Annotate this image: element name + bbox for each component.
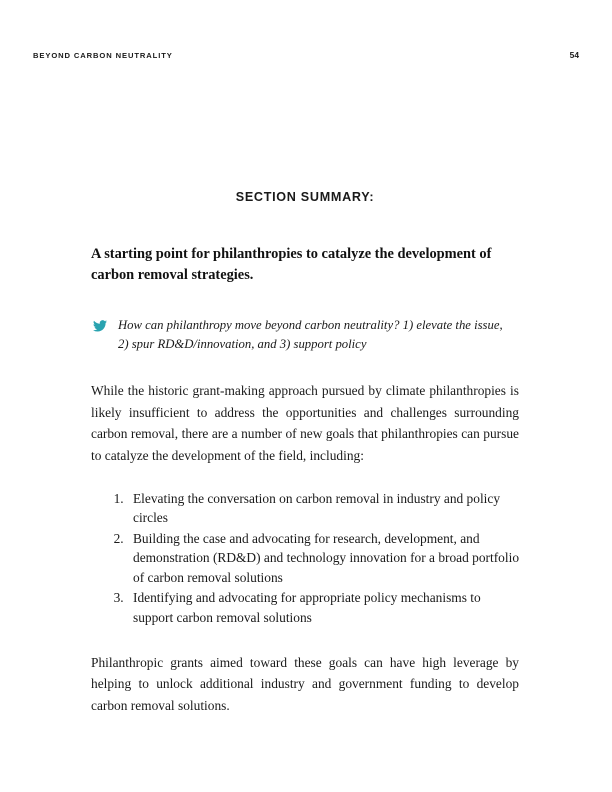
- page-content: [91, 190, 519, 739]
- list-item-text: 3. Identifying and advocating for appropriate policy mechanisms to support carbon removal solutions: [133, 590, 481, 626]
- list-item-text: 2. Building the case and advocating for research, development, and demonstration (RD&D) and technology innovation for a broad portfolio of carbon removal solutions: [133, 530, 520, 585]
- twitter-bird-icon: [93, 319, 107, 337]
- list-item: [127, 529, 519, 588]
- page-number: 54: [569, 50, 579, 60]
- running-header: [33, 50, 579, 60]
- section-summary-heading: SECTION SUMMARY:: [235, 190, 375, 204]
- list-item: [127, 489, 519, 528]
- running-header-title: BEYOND CARBON NEUTRALITY: [33, 51, 173, 60]
- list-item: [127, 588, 519, 627]
- goals-list: [91, 489, 519, 628]
- tweet-callout-text: How can philanthropy move beyond carbon neutrality? 1) elevate the issue, 2) spur RD&D/innovation, and 3) support policy: [118, 317, 503, 351]
- lead-statement: A starting point for philanthropies to catalyze the development of carbon removal strategies.: [91, 246, 492, 283]
- body-paragraph-1: While the historic grant-making approach pursued by climate philanthropies is likely insufficient to address the opportunities and challenges surrounding carbon removal, there are a number of new goals that philanthropies can pursue to catalyze the development of the field, including:: [91, 382, 519, 463]
- body-paragraph-2: Philanthropic grants aimed toward these goals can have high leverage by helping to unlock additional industry and government funding to develop carbon removal solutions.: [91, 654, 519, 713]
- tweet-callout: [93, 316, 519, 354]
- list-item-text: 1. Elevating the conversation on carbon removal in industry and policy circles: [133, 490, 501, 526]
